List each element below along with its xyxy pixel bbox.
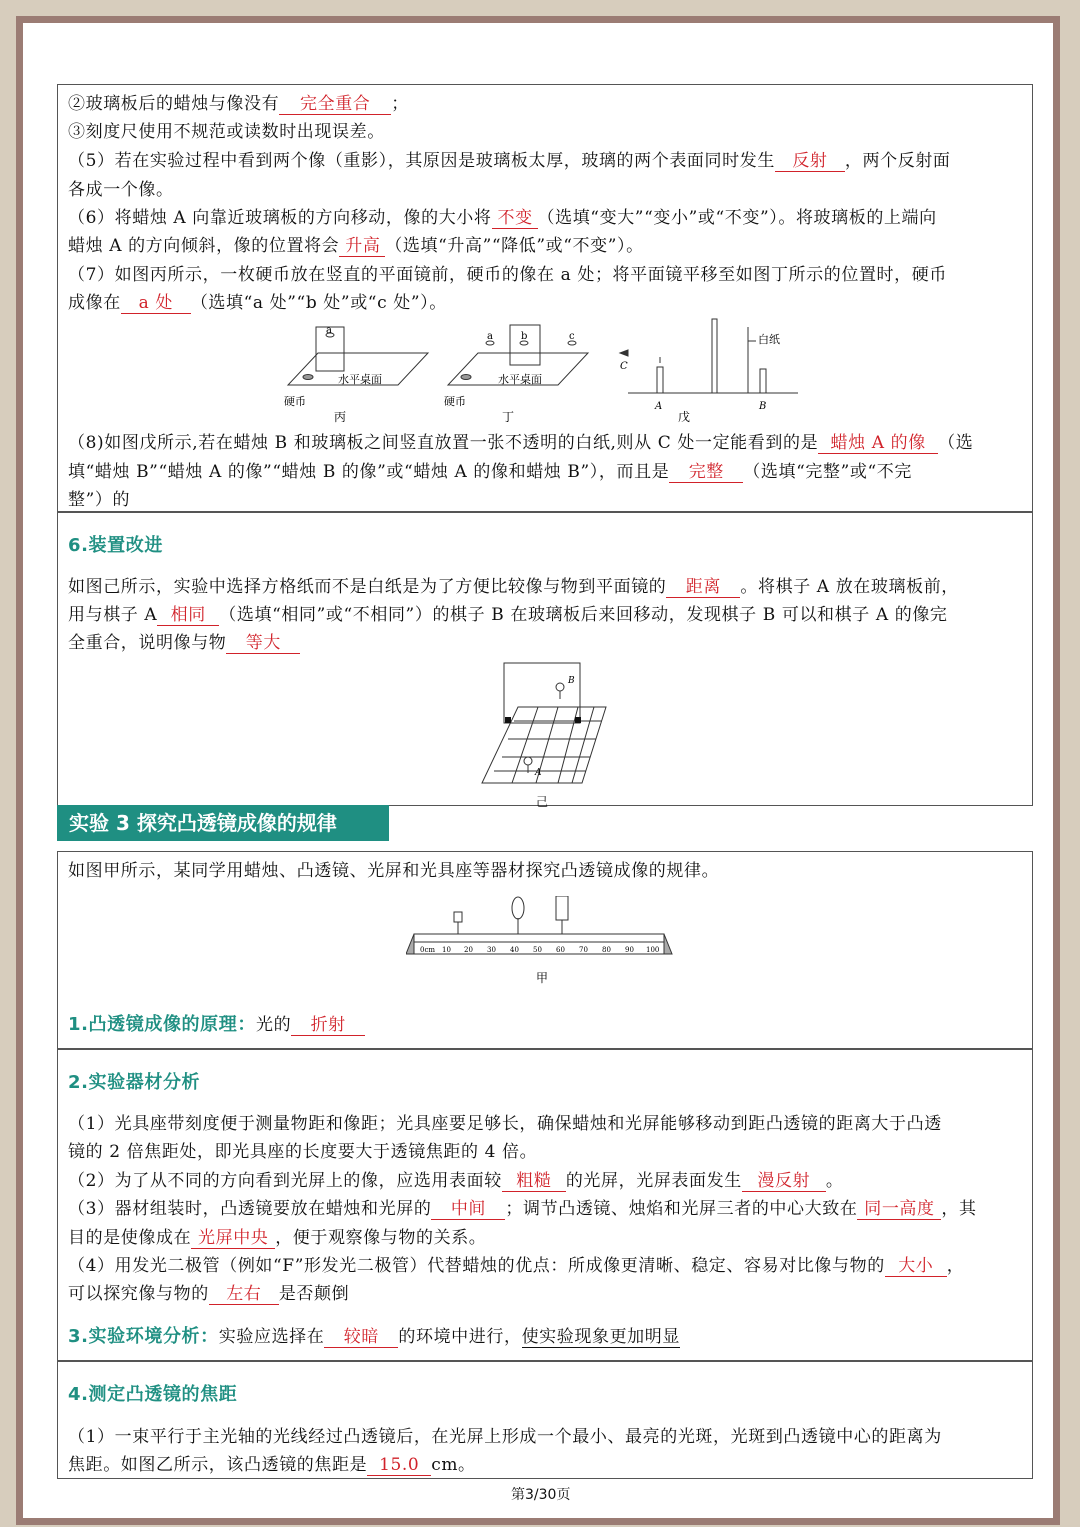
line-5: （6）将蜡烛 A 向靠近玻璃板的方向移动，像的大小将 不变 （选填“变大”“变小”或“不变”）。将玻璃板的上端向 bbox=[68, 208, 937, 228]
figure-optical-bench bbox=[406, 896, 676, 986]
divider bbox=[58, 1048, 1032, 1050]
line-3: （5）若在实验过程中看到两个像（重影），其原因是玻璃板太厚，玻璃的两个表面同时发生 反射 ，两个反射面 bbox=[68, 151, 951, 171]
tick-0: 0cm bbox=[420, 946, 436, 954]
answer-blank: 漫反射 bbox=[742, 1171, 826, 1192]
answer-blank: 蜡烛 A 的像 bbox=[818, 433, 938, 454]
line-2: ③刻度尺使用不规范或读数时出现误差。 bbox=[68, 122, 385, 142]
figure-caption: 甲 bbox=[536, 971, 549, 985]
divider bbox=[58, 511, 1032, 513]
section-title: 4.测定凸透镜的焦距 bbox=[68, 1384, 238, 1405]
label-A: A bbox=[535, 768, 542, 778]
figure-grid-paper bbox=[478, 659, 618, 789]
tick-20: 20 bbox=[464, 946, 473, 954]
line-9: （8)如图戊所示,若在蜡烛 B 和玻璃板之间竖直放置一张不透明的白纸,则从 C 处一定能看到的是 蜡烛 A 的像 （选 bbox=[68, 433, 974, 453]
answer-blank: 左右 bbox=[209, 1284, 279, 1305]
figure-caption: 戊 bbox=[678, 410, 691, 424]
tick-40: 40 bbox=[510, 946, 519, 954]
answer-blank: 15.0 bbox=[367, 1455, 431, 1476]
answer-blank: 折射 bbox=[291, 1015, 365, 1036]
label-paper: 白纸 bbox=[758, 333, 780, 346]
line-4: 各成一个像。 bbox=[68, 180, 174, 200]
section-title: 6.装置改进 bbox=[68, 535, 163, 556]
s1-line: 1.凸透镜成像的原理：光的 折射 bbox=[68, 1010, 365, 1036]
label-a: a bbox=[487, 331, 493, 342]
answer-blank: 同一高度 bbox=[857, 1199, 941, 1220]
answer-blank: 相同 bbox=[157, 605, 219, 626]
sec2-line-2: 镜的 2 倍焦距处，即光具座的长度要大于透镜焦距的 4 倍。 bbox=[68, 1142, 538, 1162]
figure-caption: 丙 bbox=[334, 410, 347, 424]
label-coin: 硬币 bbox=[444, 395, 466, 408]
divider bbox=[58, 1360, 1032, 1362]
tick-30: 30 bbox=[487, 946, 496, 954]
label-a: a bbox=[326, 325, 332, 336]
figure-caption: 己 bbox=[536, 795, 549, 809]
label-desk: 水平桌面 bbox=[338, 373, 382, 386]
tick-100: 100 bbox=[646, 946, 660, 954]
tick-80: 80 bbox=[602, 946, 611, 954]
experiment-banner: 实验 3 探究凸透镜成像的规律 bbox=[57, 805, 389, 841]
line-10: 填“蜡烛 B”“蜡烛 A 的像”“蜡烛 B 的像”或“蜡烛 A 的像和蜡烛 B”），而且是 完整 （选填“完整”或“不完 bbox=[68, 462, 912, 482]
sec2-line-5: 目的是使像成在 光屏中央 ，便于观察像与物的关系。 bbox=[68, 1228, 487, 1248]
tick-50: 50 bbox=[533, 946, 542, 954]
answer-blank: 完全重合 bbox=[279, 94, 391, 115]
label-coin: 硬币 bbox=[284, 395, 306, 408]
answer-blank: a 处 bbox=[121, 293, 191, 314]
tick-10: 10 bbox=[442, 946, 451, 954]
intro-line: 如图甲所示，某同学用蜡烛、凸透镜、光屏和光具座等器材探究凸透镜成像的规律。 bbox=[68, 861, 720, 881]
page-frame bbox=[16, 16, 1060, 1525]
label-desk: 水平桌面 bbox=[498, 373, 542, 386]
figure-caption: 丁 bbox=[502, 410, 515, 424]
section-title: 2.实验器材分析 bbox=[68, 1072, 201, 1093]
answer-blank: 完整 bbox=[669, 462, 743, 483]
label-A: A bbox=[655, 401, 663, 412]
answer-blank: 大小 bbox=[885, 1256, 947, 1277]
label-B: B bbox=[568, 676, 575, 686]
sec2-line-1: （1）光具座带刻度便于测量物距和像距；光具座要足够长，确保蜡烛和光屏能够移动到距凸透镜的距离大于凸透 bbox=[68, 1114, 942, 1134]
label-b: b bbox=[521, 331, 528, 342]
section-mirror-questions bbox=[57, 84, 1033, 809]
line-8: 成像在 a 处 （选填“a 处”“b 处”或“c 处”）。 bbox=[68, 293, 447, 313]
sec6-line-1: 如图己所示，实验中选择方格纸而不是白纸是为了方便比较像与物到平面镜的 距离 。将棋子 A 放在玻璃板前， bbox=[68, 577, 959, 597]
answer-blank: 较暗 bbox=[324, 1327, 398, 1348]
sec4-line-2: 焦距。如图乙所示，该凸透镜的焦距是 15.0 cm。 bbox=[68, 1455, 476, 1475]
tick-60: 60 bbox=[556, 946, 565, 954]
answer-blank: 光屏中央 bbox=[191, 1228, 275, 1249]
sec2-line-4: （3）器材组装时，凸透镜要放在蜡烛和光屏的 中间 ；调节凸透镜、烛焰和光屏三者的中心大致在 同一高度 ，其 bbox=[68, 1199, 977, 1219]
answer-blank: 等大 bbox=[226, 633, 300, 654]
label-c: c bbox=[569, 331, 575, 342]
sec2-line-6: （4）用发光二极管（例如“F”形发光二极管）代替蜡烛的优点：所成像更清晰、稳定、容易对比像与物的 大小 ， bbox=[68, 1256, 965, 1276]
tick-70: 70 bbox=[579, 946, 588, 954]
line-7: （7）如图丙所示，一枚硬币放在竖直的平面镜前，硬币的像在 a 处；将平面镜平移至如图丁所示的位置时，硬币 bbox=[68, 265, 947, 285]
section-lens-experiment bbox=[57, 851, 1033, 1479]
answer-blank: 升高 bbox=[339, 236, 385, 257]
line-11: 整”）的 bbox=[68, 490, 131, 510]
answer-blank: 不变 bbox=[492, 208, 538, 229]
sec3-line: 3.实验环境分析：实验应选择在 较暗 的环境中进行，使实验现象更加明显 bbox=[68, 1326, 680, 1347]
sec6-line-3: 全重合，说明像与物 等大 bbox=[68, 628, 300, 654]
line-1: ②玻璃板后的蜡烛与像没有 完全重合 ； bbox=[68, 94, 409, 114]
figure-mirror-coin bbox=[278, 313, 798, 425]
line-6: 蜡烛 A 的方向倾斜，像的位置将会 升高 （选填“升高”“降低”或“不变”）。 bbox=[68, 236, 644, 256]
sec6-line-2: 用与棋子 A 相同 （选填“相同”或“不相同”）的棋子 B 在玻璃板后来回移动，发现棋子 B 可以和棋子 A 的像完 bbox=[68, 605, 948, 625]
answer-blank: 距离 bbox=[666, 577, 740, 598]
page-number: 第3/30页 bbox=[511, 1487, 571, 1503]
label-C: C bbox=[620, 361, 628, 372]
answer-blank: 中间 bbox=[431, 1199, 505, 1220]
label-B: B bbox=[759, 401, 767, 412]
sec4-line-1: （1）一束平行于主光轴的光线经过凸透镜后，在光屏上形成一个最小、最亮的光斑，光斑到凸透镜中心的距离为 bbox=[68, 1427, 942, 1447]
sec2-line-7: 可以探究像与物的 左右 是否颠倒 bbox=[68, 1284, 350, 1304]
sec2-line-3: （2）为了从不同的方向看到光屏上的像，应选用表面较 粗糙 的光屏，光屏表面发生 漫反射 。 bbox=[68, 1171, 844, 1191]
answer-blank: 粗糙 bbox=[502, 1171, 566, 1192]
tick-90: 90 bbox=[625, 946, 634, 954]
answer-blank: 反射 bbox=[775, 151, 845, 172]
